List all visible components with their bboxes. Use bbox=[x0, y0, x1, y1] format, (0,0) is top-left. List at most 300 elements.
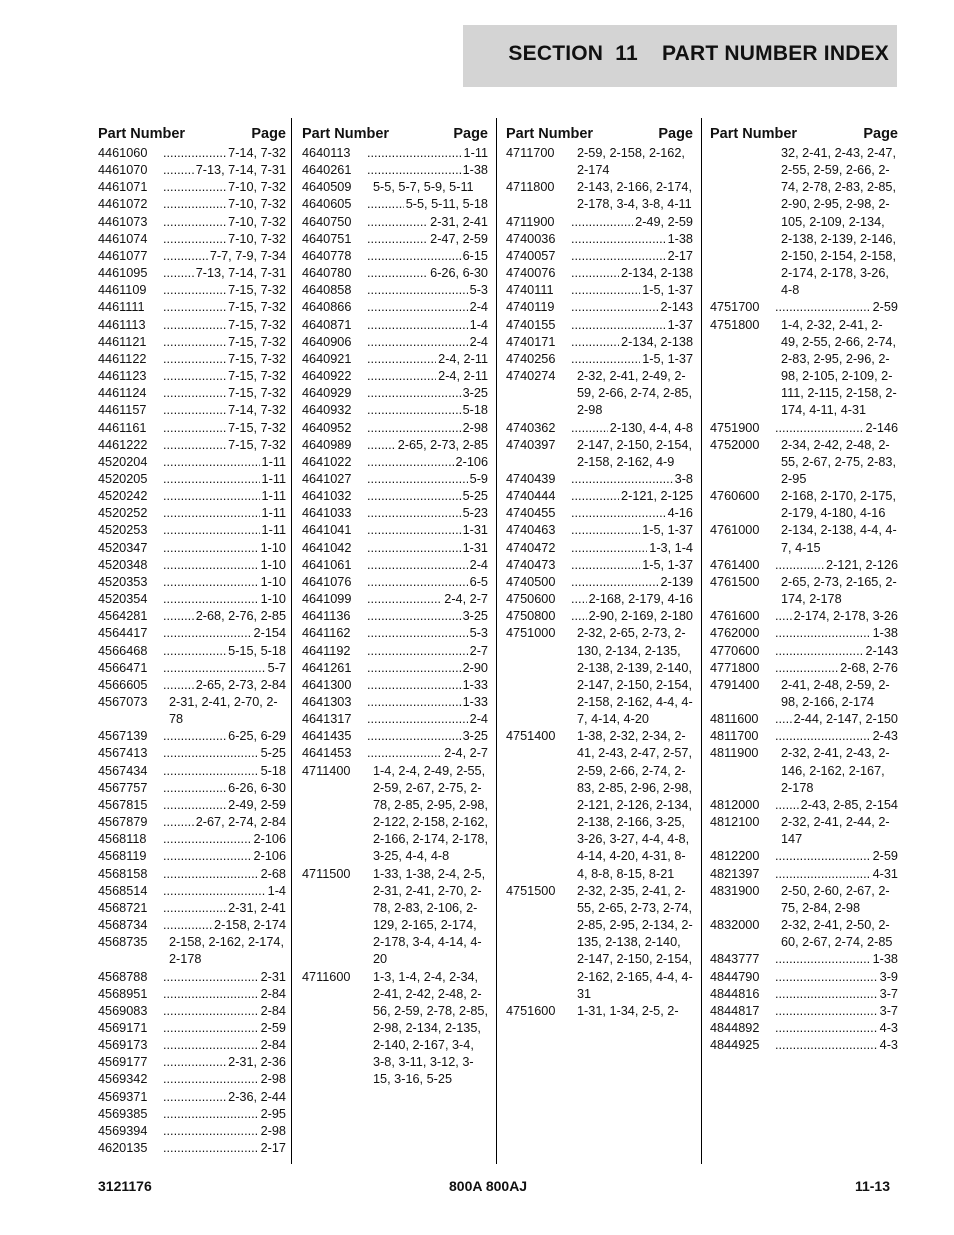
page-refs bbox=[367, 677, 488, 694]
page-refs-text: 1-38 bbox=[872, 952, 898, 967]
index-entry bbox=[98, 745, 286, 762]
part-number: 4520354 bbox=[98, 592, 148, 607]
part-number: 4811600 bbox=[710, 712, 759, 727]
page-refs: 1-3, 1-4, 2-4, 2-34, 2-41, 2-42, 2-48, 2-56, 2-59, 2-78, 2-85, 2-98, 2-134, 2-135, 2-140, 2-167, 3-4, 3-8, 3-11, 3-12, 3-15, 3-16, 5-25 bbox=[373, 969, 488, 1087]
part-number: 4640751 bbox=[302, 231, 352, 246]
part-number: 4640952 bbox=[302, 420, 352, 435]
index-entry bbox=[506, 179, 693, 213]
part-number: 4461113 bbox=[98, 317, 146, 332]
page-refs-text: 3-25 bbox=[462, 386, 488, 401]
page-refs-text: 6-15 bbox=[462, 248, 488, 263]
page-refs: 5-5, 5-7, 5-9, 5-11 bbox=[373, 180, 474, 195]
part-number: 4770600 bbox=[710, 643, 760, 658]
page-refs bbox=[163, 248, 286, 265]
page-refs bbox=[163, 660, 286, 677]
page-refs bbox=[775, 299, 898, 316]
index-entry bbox=[506, 883, 693, 1003]
page-refs-text: 5-18 bbox=[260, 763, 286, 778]
page-refs-text: 1-33 bbox=[462, 695, 488, 709]
page-refs bbox=[367, 522, 488, 539]
footer-doc-number: 3121176 bbox=[98, 1178, 152, 1194]
index-entry bbox=[98, 265, 286, 282]
page-refs-text: 6-25, 6-29 bbox=[228, 729, 286, 744]
page-refs bbox=[367, 437, 488, 454]
index-entry bbox=[302, 179, 488, 196]
page-refs-text: 7-13, 7-14, 7-31 bbox=[195, 163, 286, 178]
index-entry bbox=[302, 608, 488, 625]
page-refs-text: 7-15, 7-32 bbox=[228, 420, 286, 435]
page-refs: 2-41, 2-48, 2-59, 2-98, 2-166, 2-174 bbox=[781, 677, 890, 709]
page-refs bbox=[163, 522, 286, 539]
page-refs bbox=[163, 540, 286, 557]
page-refs bbox=[163, 1089, 286, 1106]
header-page: Page bbox=[453, 125, 488, 142]
part-number: 4461077 bbox=[98, 248, 148, 263]
index-entry bbox=[506, 299, 693, 316]
page-refs bbox=[367, 471, 488, 488]
index-entry bbox=[710, 677, 898, 711]
index-entry bbox=[98, 522, 286, 539]
index-entry bbox=[98, 1140, 286, 1157]
index-entry bbox=[302, 196, 488, 213]
index-entry bbox=[98, 1037, 286, 1054]
page-refs-text: 5-23 bbox=[462, 506, 488, 521]
page-refs-text: 2-7 bbox=[469, 643, 488, 658]
index-entry bbox=[98, 317, 286, 334]
part-number: 4568514 bbox=[98, 883, 148, 898]
page-refs bbox=[163, 848, 286, 865]
page-refs-text: 4-3 bbox=[879, 1020, 898, 1035]
part-number: 4641303 bbox=[302, 695, 352, 709]
page-refs-text: 2-95 bbox=[260, 1106, 286, 1121]
part-number: 4640922 bbox=[302, 369, 352, 384]
part-number: 4640921 bbox=[302, 351, 352, 366]
index-entry bbox=[302, 282, 488, 299]
page-refs: 1-4, 2-4, 2-49, 2-55, 2-59, 2-67, 2-75, 2-78, 2-85, 2-95, 2-98, 2-122, 2-158, 2-162, 2-166, 2-174, 2-178, 3-25, 4-4, 4-8 bbox=[373, 763, 488, 864]
page-refs bbox=[571, 214, 693, 231]
part-number: 4752000 bbox=[710, 437, 760, 452]
page-refs-text: 6-5 bbox=[469, 574, 488, 589]
page-refs bbox=[163, 420, 286, 437]
part-number: 4461074 bbox=[98, 231, 148, 246]
page-refs-text: 7-14, 7-32 bbox=[228, 146, 286, 160]
page-refs bbox=[571, 540, 693, 557]
page-refs bbox=[571, 317, 693, 334]
page-refs bbox=[367, 145, 488, 162]
index-entry bbox=[302, 420, 488, 437]
part-number: 4568735 bbox=[98, 935, 148, 950]
page-refs-text: 2-31, 2-41 bbox=[228, 900, 286, 915]
index-entry bbox=[98, 214, 286, 231]
part-number: 4740171 bbox=[506, 334, 556, 349]
page-refs-text: 2-158, 2-174 bbox=[214, 918, 286, 933]
part-number: 4461072 bbox=[98, 197, 148, 212]
page-refs-text: 1-38 bbox=[462, 163, 488, 178]
page-refs: 2-34, 2-42, 2-48, 2-55, 2-67, 2-75, 2-83, 2-95 bbox=[781, 437, 896, 486]
index-entry bbox=[98, 1106, 286, 1123]
header-page: Page bbox=[251, 125, 286, 142]
index-entry bbox=[302, 145, 488, 162]
page-refs bbox=[163, 1037, 286, 1054]
page-refs-text: 4-16 bbox=[667, 506, 693, 521]
index-entry bbox=[302, 745, 488, 762]
part-number: 4461123 bbox=[98, 369, 147, 384]
part-number: 4761500 bbox=[710, 574, 760, 589]
part-number: 4641317 bbox=[302, 712, 352, 727]
header-page: Page bbox=[658, 125, 693, 142]
index-entry bbox=[98, 385, 286, 402]
index-entry bbox=[302, 402, 488, 419]
index-entry bbox=[710, 437, 898, 488]
index-entry bbox=[710, 145, 898, 299]
part-number: 4711800 bbox=[506, 180, 555, 195]
page-refs bbox=[775, 711, 898, 728]
part-number: 4569177 bbox=[98, 1055, 148, 1070]
part-number: 4461121 bbox=[98, 334, 147, 349]
page-refs-text: 2-4 bbox=[469, 557, 488, 572]
index-entry bbox=[98, 900, 286, 917]
page-refs bbox=[775, 643, 898, 660]
part-number: 4569394 bbox=[98, 1123, 148, 1138]
part-number: 4620135 bbox=[98, 1141, 148, 1156]
page-refs: 2-143, 2-166, 2-174, 2-178, 3-4, 3-8, 4-11 bbox=[577, 180, 692, 212]
page-refs-text: 2-59 bbox=[260, 1020, 286, 1035]
part-number: 4640778 bbox=[302, 248, 352, 263]
index-entry bbox=[710, 608, 898, 625]
part-number: 4569342 bbox=[98, 1072, 148, 1087]
page-refs bbox=[571, 299, 693, 316]
page-refs bbox=[163, 471, 286, 488]
page-refs-text: 2-4, 2-7 bbox=[444, 746, 488, 761]
index-entry bbox=[302, 866, 488, 969]
part-number: 4751000 bbox=[506, 626, 556, 641]
page-refs-text: 7-15, 7-32 bbox=[228, 437, 286, 452]
page-refs bbox=[367, 368, 488, 385]
page-refs bbox=[163, 917, 286, 934]
page-refs bbox=[367, 282, 488, 299]
page-refs bbox=[367, 557, 488, 574]
index-entry bbox=[506, 728, 693, 882]
page-refs bbox=[367, 728, 488, 745]
part-number: 4740057 bbox=[506, 248, 556, 263]
page-refs: 2-158, 2-162, 2-174, 2-178 bbox=[169, 935, 284, 967]
part-number: 4711500 bbox=[302, 866, 351, 881]
index-entry bbox=[98, 677, 286, 694]
page-refs bbox=[367, 248, 488, 265]
part-number: 4520242 bbox=[98, 489, 148, 504]
part-number: 4461060 bbox=[98, 146, 148, 160]
page-refs-text: 7-13, 7-14, 7-31 bbox=[195, 266, 286, 281]
index-entry bbox=[302, 214, 488, 231]
page-refs-text: 3-7 bbox=[879, 1003, 898, 1018]
page-refs bbox=[571, 591, 693, 608]
page-refs bbox=[775, 1020, 898, 1037]
page-refs-text: 2-121, 2-125 bbox=[621, 489, 693, 504]
part-number: 4568734 bbox=[98, 918, 148, 933]
page-refs bbox=[163, 231, 286, 248]
part-number: 4740274 bbox=[506, 369, 556, 384]
index-entry bbox=[302, 385, 488, 402]
part-number: 4641032 bbox=[302, 489, 352, 504]
page-refs-text: 2-130, 4-4, 4-8 bbox=[609, 420, 693, 435]
column-header bbox=[98, 118, 286, 145]
part-number: 4711600 bbox=[302, 969, 351, 984]
page-refs-text: 2-84 bbox=[260, 1003, 286, 1018]
page-refs-text: 3-25 bbox=[462, 609, 488, 624]
page-refs bbox=[775, 986, 898, 1003]
header-part-number: Part Number bbox=[710, 125, 798, 142]
part-number: 4520347 bbox=[98, 540, 148, 555]
part-number: 4567879 bbox=[98, 815, 148, 830]
page-refs-text: 1-5, 1-37 bbox=[642, 283, 693, 298]
page-refs bbox=[163, 969, 286, 986]
part-number: 4740397 bbox=[506, 437, 556, 452]
index-entry bbox=[98, 728, 286, 745]
part-number: 4711900 bbox=[506, 214, 555, 229]
page-refs: 2-134, 2-138, 4-4, 4-7, 4-15 bbox=[781, 523, 897, 555]
index-entry bbox=[710, 986, 898, 1003]
page-refs bbox=[163, 282, 286, 299]
part-number: 4640906 bbox=[302, 334, 352, 349]
page-refs bbox=[163, 179, 286, 196]
page-refs-text: 1-31 bbox=[462, 540, 488, 555]
part-number: 4520253 bbox=[98, 523, 148, 538]
part-number: 4461161 bbox=[98, 420, 147, 435]
part-number: 4641453 bbox=[302, 746, 352, 761]
page-refs bbox=[775, 1037, 898, 1054]
index-entry bbox=[302, 728, 488, 745]
index-entry bbox=[98, 643, 286, 660]
page-refs bbox=[163, 145, 286, 162]
page-refs-text: 2-121, 2-126 bbox=[826, 557, 898, 572]
index-column-1 bbox=[98, 118, 292, 1164]
page-refs-text: 1-5, 1-37 bbox=[642, 351, 693, 366]
index-entry bbox=[506, 471, 693, 488]
page-refs bbox=[163, 831, 286, 848]
index-entry bbox=[710, 951, 898, 968]
index-entry bbox=[98, 1089, 286, 1106]
page-refs bbox=[163, 557, 286, 574]
index-entry bbox=[506, 574, 693, 591]
page-refs-text: 2-31 bbox=[260, 969, 286, 984]
header-part-number: Part Number bbox=[506, 125, 594, 142]
index-entry bbox=[98, 969, 286, 986]
page-refs bbox=[367, 591, 488, 608]
index-entry bbox=[506, 505, 693, 522]
index-entry bbox=[506, 317, 693, 334]
page-refs-text: 2-106 bbox=[253, 849, 286, 864]
index-entry bbox=[98, 694, 286, 728]
page-refs-text: 4-31 bbox=[872, 866, 898, 881]
page-refs bbox=[163, 1106, 286, 1123]
page-refs-text: 1-38 bbox=[667, 231, 693, 246]
page-refs bbox=[571, 522, 693, 539]
index-entry bbox=[98, 917, 286, 934]
page-refs bbox=[367, 385, 488, 402]
page-refs-text: 7-10, 7-32 bbox=[228, 180, 286, 195]
index-entry bbox=[710, 711, 898, 728]
page-refs-text: 7-15, 7-32 bbox=[228, 317, 286, 332]
section-header bbox=[463, 25, 897, 87]
part-number: 4461070 bbox=[98, 163, 148, 178]
index-entry bbox=[302, 643, 488, 660]
part-number: 4711700 bbox=[506, 146, 555, 160]
part-number: 4566605 bbox=[98, 677, 148, 692]
page-refs-text: 1-37 bbox=[667, 317, 693, 332]
page-refs-text: 2-146 bbox=[865, 420, 898, 435]
part-number: 4740472 bbox=[506, 540, 556, 555]
part-number: 4641300 bbox=[302, 677, 352, 692]
part-number: 4791400 bbox=[710, 677, 760, 692]
page-refs bbox=[163, 1054, 286, 1071]
index-entry bbox=[710, 728, 898, 745]
page-refs bbox=[163, 505, 286, 522]
page-refs bbox=[163, 745, 286, 762]
index-entry bbox=[302, 317, 488, 334]
header-part-number: Part Number bbox=[98, 125, 186, 142]
index-entry bbox=[98, 1003, 286, 1020]
page-refs-text: 5-15, 5-18 bbox=[228, 643, 286, 658]
page-refs bbox=[367, 711, 488, 728]
page-refs-text: 5-5, 5-11, 5-18 bbox=[405, 197, 488, 212]
index-entry bbox=[98, 797, 286, 814]
page-refs-text: 1-11 bbox=[261, 454, 286, 469]
page-refs bbox=[367, 196, 488, 213]
page-refs bbox=[163, 1003, 286, 1020]
page-refs bbox=[163, 883, 286, 900]
header-page: Page bbox=[863, 125, 898, 142]
index-entry bbox=[710, 969, 898, 986]
index-entry bbox=[98, 505, 286, 522]
index-entry bbox=[98, 848, 286, 865]
part-number: 4569171 bbox=[98, 1020, 148, 1035]
index-entry bbox=[98, 866, 286, 883]
page-refs-text: 2-106 bbox=[455, 454, 488, 469]
page-refs-text: 2-98 bbox=[260, 1123, 286, 1138]
index-entry bbox=[710, 625, 898, 642]
page-refs bbox=[163, 643, 286, 660]
part-number: 4640989 bbox=[302, 437, 352, 452]
page-refs bbox=[775, 969, 898, 986]
page-refs-text: 5-18 bbox=[462, 403, 488, 418]
page-refs bbox=[367, 265, 488, 282]
part-number: 4568788 bbox=[98, 969, 148, 984]
index-entry bbox=[302, 299, 488, 316]
index-entry bbox=[506, 540, 693, 557]
index-entry bbox=[302, 471, 488, 488]
page-refs-text: 1-11 bbox=[261, 471, 286, 486]
index-entry bbox=[302, 454, 488, 471]
page-refs bbox=[775, 420, 898, 437]
part-number: 4751800 bbox=[710, 317, 760, 332]
index-entry bbox=[710, 1037, 898, 1054]
part-number: 4641041 bbox=[302, 523, 352, 538]
page-refs-text: 2-49, 2-59 bbox=[635, 214, 693, 229]
index-column-4 bbox=[710, 118, 898, 1164]
page-refs bbox=[163, 780, 286, 797]
page-refs: 2-59, 2-158, 2-162, 2-174 bbox=[577, 146, 685, 178]
page-refs: 2-50, 2-60, 2-67, 2-75, 2-84, 2-98 bbox=[781, 883, 890, 915]
page-refs bbox=[163, 368, 286, 385]
page-refs bbox=[571, 420, 693, 437]
part-number: 4461157 bbox=[98, 403, 147, 418]
index-entry bbox=[710, 883, 898, 917]
page-refs-text: 2-36, 2-44 bbox=[228, 1089, 286, 1104]
page-refs-text: 2-67, 2-74, 2-84 bbox=[195, 815, 286, 830]
index-entry bbox=[710, 1020, 898, 1037]
page-refs-text: 2-143 bbox=[865, 643, 898, 658]
index-entry bbox=[710, 299, 898, 316]
page-refs-text: 2-98 bbox=[260, 1072, 286, 1087]
index-entry bbox=[710, 660, 898, 677]
page-refs: 2-32, 2-41, 2-44, 2-147 bbox=[781, 815, 890, 847]
page-refs bbox=[367, 402, 488, 419]
page-refs bbox=[571, 505, 693, 522]
page-refs bbox=[163, 317, 286, 334]
page-refs-text: 2-65, 2-73, 2-85 bbox=[397, 437, 488, 452]
part-number: 4461073 bbox=[98, 214, 148, 229]
page-refs bbox=[367, 334, 488, 351]
index-entry bbox=[98, 162, 286, 179]
index-entry bbox=[98, 282, 286, 299]
part-number: 4751900 bbox=[710, 420, 760, 435]
page-refs: 2-65, 2-73, 2-165, 2-174, 2-178 bbox=[781, 574, 897, 607]
page-refs bbox=[367, 488, 488, 505]
index-entry bbox=[506, 625, 693, 728]
page-refs-text: 2-4, 2-7 bbox=[444, 592, 488, 607]
page-refs-text: 2-143 bbox=[660, 300, 693, 315]
page-refs: 2-31, 2-41, 2-70, 2-78 bbox=[169, 695, 278, 727]
page-refs-text: 2-134, 2-138 bbox=[621, 334, 693, 349]
part-number: 4740076 bbox=[506, 266, 556, 281]
index-entry bbox=[506, 282, 693, 299]
index-entry bbox=[98, 471, 286, 488]
page-refs bbox=[163, 265, 286, 282]
page-refs-text: 7-15, 7-32 bbox=[228, 283, 286, 298]
index-entry bbox=[98, 814, 286, 831]
index-entry bbox=[710, 488, 898, 522]
index-entry bbox=[506, 265, 693, 282]
header-part-number: Part Number bbox=[302, 125, 390, 142]
index-entry bbox=[302, 969, 488, 1089]
part-number: 4740256 bbox=[506, 351, 556, 366]
index-entry bbox=[506, 557, 693, 574]
page-refs bbox=[367, 317, 488, 334]
part-number: 4740036 bbox=[506, 231, 556, 246]
index-entry bbox=[98, 660, 286, 677]
part-number: 4569371 bbox=[98, 1089, 148, 1104]
page-refs-text: 2-49, 2-59 bbox=[228, 797, 286, 812]
part-number: 4640858 bbox=[302, 283, 352, 298]
part-number: 4568118 bbox=[98, 832, 147, 847]
page-refs bbox=[163, 763, 286, 780]
part-number: 4567434 bbox=[98, 763, 148, 778]
index-entry bbox=[98, 248, 286, 265]
index-entry bbox=[302, 231, 488, 248]
part-number: 4761000 bbox=[710, 523, 760, 538]
page-refs-text: 3-25 bbox=[462, 729, 488, 744]
index-entry bbox=[98, 1071, 286, 1088]
page-refs-text: 1-31 bbox=[462, 523, 488, 538]
page-refs bbox=[163, 214, 286, 231]
part-number: 4564281 bbox=[98, 609, 148, 624]
page-refs-text: 7-15, 7-32 bbox=[228, 334, 286, 349]
part-number: 4760600 bbox=[710, 489, 760, 504]
page-refs-text: 1-10 bbox=[260, 540, 286, 555]
part-number: 4640780 bbox=[302, 266, 352, 281]
page-refs: 2-32, 2-65, 2-73, 2-130, 2-134, 2-135, 2-138, 2-139, 2-140, 2-147, 2-150, 2-154, 2-158, 2-162, 4-4, 4-7, 4-14, 4-20 bbox=[577, 626, 693, 727]
index-entry bbox=[98, 557, 286, 574]
